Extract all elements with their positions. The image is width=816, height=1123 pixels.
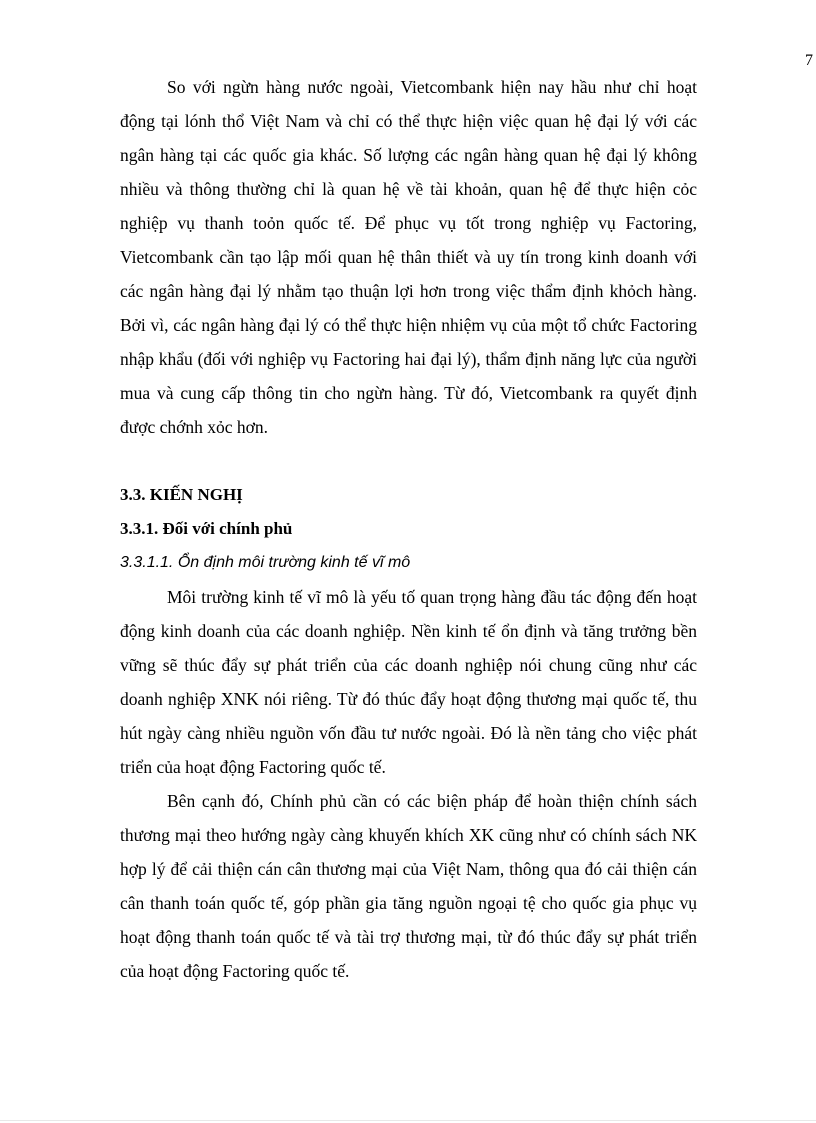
section-heading: 3.3. KIẾN NGHỊ xyxy=(120,485,243,504)
subsubsection-heading: 3.3.1.1. Ổn định môi trường kinh tế vĩ mô xyxy=(120,554,411,571)
page-bottom-rule xyxy=(0,1120,816,1121)
body-paragraph-2: Bên cạnh đó, Chính phủ cần có các biện pháp để hoàn thiện chính sách thương mại theo hướng ngày càng khuyến khích XK cũng như có chính sách NK hợp lý để cải thiện cán cân thương mại của Việt Nam, thông qua đó cải thiện cán cân thanh toán quốc tế, góp phần gia tăng nguồn ngoại tệ cho quốc gia phục vụ hoạt động thanh toán quốc tế và tài trợ thương mại, từ đó thúc đẩy sự phát triển của hoạt động Factoring quốc tế. xyxy=(120,791,697,981)
document-body xyxy=(120,70,697,988)
page-number-text: 7 xyxy=(805,52,813,69)
subsection-heading: 3.3.1. Đối với chính phủ xyxy=(120,519,293,538)
spacer xyxy=(120,444,697,478)
intro-paragraph: So với ngừn hàng nước ngoài, Vietcombank hiện nay hầu như chỉ hoạt động tại lónh thổ Việt Nam và chỉ có thể thực hiện việc quan hệ đại lý với các ngân hàng tại các quốc gia khác. Số lượng các ngân hàng quan hệ đại lý không nhiều và thông thường chỉ là quan hệ về tài khoản, quan hệ để thực hiện cỏc nghiệp vụ thanh toỏn quốc tế. Để phục vụ tốt trong nghiệp vụ Factoring, Vietcombank cần tạo lập mối quan hệ thân thiết và uy tín trong kinh doanh với các ngân hàng đại lý nhằm tạo thuận lợi hơn trong việc thẩm định khỏch hàng. Bởi vì, các ngân hàng đại lý có thể thực hiện nhiệm vụ của một tổ chức Factoring nhập khẩu (đối với nghiệp vụ Factoring hai đại lý), thẩm định năng lực của người mua và cung cấp thông tin cho ngừn hàng. Từ đó, Vietcombank ra quyết định được chớnh xỏc hơn. xyxy=(120,77,697,437)
body-paragraph-1: Môi trường kinh tế vĩ mô là yếu tố quan trọng hàng đầu tác động đến hoạt động kinh doanh của các doanh nghiệp. Nền kinh tế ổn định và tăng trưởng bền vững sẽ thúc đẩy sự phát triển của các doanh nghiệp nói chung cũng như các doanh nghiệp XNK nói riêng. Từ đó thúc đẩy hoạt động thương mại quốc tế, thu hút ngày càng nhiều nguồn vốn đầu tư nước ngoài. Đó là nền tảng cho việc phát triển của hoạt động Factoring quốc tế. xyxy=(120,587,697,777)
